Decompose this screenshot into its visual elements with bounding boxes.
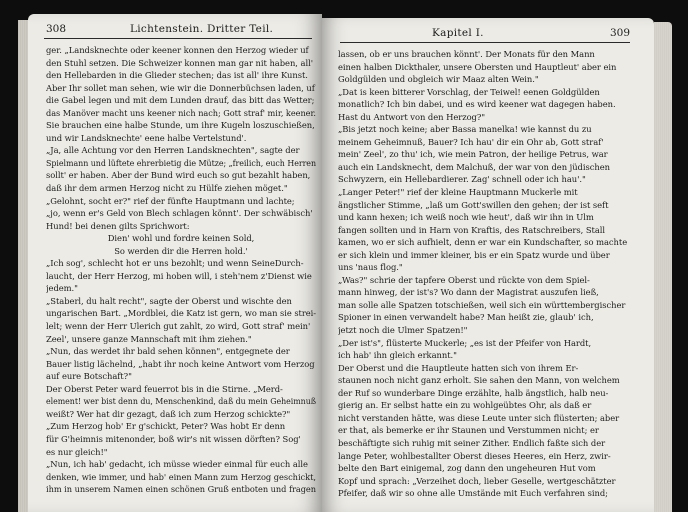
left-page [28, 14, 322, 512]
text-line: „Nun, das werdet ihr bald sehen können", entgegnete der [46, 346, 290, 357]
text-line: Pfeifer, daß wir so ohne alle Umstände mit Euch verfahren sind; [338, 488, 608, 499]
text-line: jedem." [46, 283, 78, 294]
text-line: Bauer listig lächelnd, „habt ihr noch keine Antwort vom Herzog [46, 358, 315, 369]
text-line: für G'heimnis mitenonder, boß wir's nit wissen dörften? Sog' [46, 433, 301, 444]
text-line: ich hab' ihn gleich erkannt." [338, 350, 457, 361]
left-page-text [46, 44, 316, 496]
text-line: den Stuhl setzen. Die Schweizer konnen man gar nit haben, all' [46, 57, 313, 68]
text-line: beschäftigte sich ruhig mit seiner Zither. Endlich faßte sich der [338, 437, 606, 448]
text-line: nicht verstanden hätte, was diese Leute unter sich flüsterten; aber [338, 412, 620, 423]
text-line: er sich klein und immer kleiner, bis er ein Spatz wurde und über [338, 249, 610, 260]
left-page-edges [18, 20, 28, 512]
text-line: Hast du Antwort von den Herzog?" [338, 111, 486, 122]
text-line: Goldgülden und obgleich wir Maaz alten Wein." [338, 74, 539, 85]
text-line: und wir Landsknechte' eene halbe Vertelstund'. [46, 132, 247, 143]
text-line: und kann hexen; ich weiß noch wie heut', daß wir ihn in Ulm [338, 212, 594, 223]
right-page [322, 18, 654, 512]
text-line: daß ihr dem armen Herzog nicht zu Hülfe ziehen möget." [46, 183, 288, 194]
right-header-rule [340, 42, 630, 43]
text-line: Kopf und sprach: „Verzeihet doch, lieber Geselle, wertgeschätzter [338, 475, 616, 486]
text-line: Spielmann und lüftete ehrerbietig die Mütze; „freilich, euch Herren [46, 157, 316, 168]
text-line: Schwyzern, ein Hellebardierer. Zag' schnell oder ich hau'." [338, 174, 586, 185]
text-line: auch ein Landsknecht, dem Malchuß, der war von den jüdischen [338, 161, 610, 172]
text-line: staunen noch nicht ganz erholt. Sie sahen den Mann, von welchem [338, 375, 620, 386]
right-page-number: 309 [609, 27, 630, 39]
text-line: jetzt noch die Ulmer Spatzen!" [338, 325, 468, 336]
text-line: es nur gleich!" [46, 446, 108, 457]
text-line: das Manöver macht uns keener nich nach; Gott straf' mir, keener. [46, 107, 316, 118]
left-page-number: 308 [46, 23, 67, 35]
text-line: Dien' wohl und fordre keinen Sold, [107, 233, 255, 244]
text-line: lange Peter, wohlbestallter Oberst dieses Heeres, ein Herz, zwir- [338, 450, 611, 461]
text-line: „Ich sog', schlecht hot er uns bezohlt; und wenn SeineDurch- [46, 258, 304, 269]
text-line: mann hinweg, der ist's? Wo dann der Magistrat auszufen ließ, [338, 287, 599, 298]
text-line: Zeel', unsere ganze Mannschaft mit ihm ziehen." [46, 333, 252, 344]
text-line: „Dat is keen bitterer Vorschlag, der Teiwel! eenen Goldgülden [338, 86, 600, 97]
left-header-rule [44, 38, 312, 39]
text-line: Hund! bei denen gilts Sprichwort: [46, 220, 190, 231]
right-page-edges [654, 22, 672, 512]
text-line: sollt' er haben. Aber der Bund wird euch so gut bezahlt haben, [46, 170, 311, 181]
text-line: element! wer bist denn du, Menschenkind, daß du mein Geheimnuß [46, 396, 316, 407]
text-line: lelt; wenn der Herr Ulerich gut zahlt, zo wird, Gott straf' mein' [46, 321, 311, 332]
text-line: mein' Zeel', zo thu' ich, wie mein Patron, der heilige Petrus, war [338, 149, 608, 160]
left-running-head: Lichtenstein. Dritter Teil. [130, 23, 274, 35]
right-page-text [338, 48, 634, 500]
text-line: weißt? Wer hat dir gezagt, daß ich zum Herzog schickte?" [46, 408, 291, 419]
text-line: „Staberl, du halt recht", sagte der Oberst und wischte den [46, 295, 292, 306]
text-line: ängstlicher Stimme, „laß um Gott'swillen den gehen; der ist seft [338, 199, 609, 210]
text-line: „Was?" schrie der tapfere Oberst und rückte von dem Spiel- [338, 274, 590, 285]
text-line: monatlich? Ich bin dabei, und es wird keener wat dagegen haben. [338, 99, 616, 110]
text-line: Der Oberst und die Hauptleute hatten sich von ihrem Er- [338, 362, 579, 373]
text-line: denken, wie immer, und hab' einen Mann zum Herzog geschickt, [46, 471, 316, 482]
text-line: er that, als bemerke er ihr Staunen und Verstummen nicht; er [338, 425, 599, 436]
text-line: „Zum Herzog hob' Er g'schickt, Peter? Was hobt Er denn [46, 421, 286, 432]
text-line: ger. „Landsknechte oder keener konnen den Herzog wieder uf [46, 45, 309, 55]
text-line: Aber Ihr sollet man sehen, wie wir die Donnerbüchsen laden, uf [46, 82, 315, 93]
text-line: man solle alle Spatzen totschießen, weil sich ein württembergischer [338, 299, 626, 310]
text-line: uns 'naus flog." [338, 262, 403, 273]
text-line: gierig an. Er selbst hatte ein zu wohlgeübtes Ohr, als daß er [338, 400, 592, 411]
text-line: kamen, wo er sich aufhielt, denn er war ein Kundschafter, so machte [338, 237, 628, 248]
text-line: ihm in unserem Namen einen schönen Gruß entboten und fragen [46, 484, 316, 495]
text-line: Der Oberst Peter ward feuerrot bis in die Stirne. „Merd- [46, 383, 283, 394]
right-running-head: Kapitel I. [432, 27, 484, 39]
text-line: den Hellebarden in die Glieder stechen; das ist all' ihre Kunst. [46, 70, 308, 81]
text-line: auf eure Botschaft?" [46, 371, 132, 382]
text-line: laucht, der Herr Herzog, mi hoben will, i steh'nem z'Dienst wie [46, 270, 312, 281]
text-line: lassen, ob er uns brauchen könnt'. Der Monats für den Mann [338, 49, 595, 59]
text-line: „jo, wenn er's Geld von Blech schlagen könnt'. Der schwäbisch' [46, 208, 313, 219]
text-line: „Der ist's", flüsterte Muckerle; „es ist der Pfeifer von Hardt, [338, 337, 592, 348]
text-line: der Ruf so wunderbare Dinge erzählte, halb ängstlich, halb neu- [338, 387, 609, 398]
text-line: Sie brauchen eine halbe Stunde, um ihre Kugeln loszuschießen, [46, 120, 315, 131]
text-line: So werden dir die Herren hold.' [114, 245, 248, 256]
text-line: fangen sollten und in Harn von Kraftis, des Ratschreibers, Stall [338, 224, 606, 235]
text-line: belte den Bart einigemal, zog dann den ungeheuren Hut vom [338, 463, 596, 474]
text-line: „Langer Peter!" rief der kleine Hauptmann Muckerle mit [338, 187, 578, 198]
text-line: meinem Geheimnuß, Bauer? Ich hau' dir ein Ohr ab, Gott straf' [338, 136, 604, 147]
text-line: „Nun, ich hab' gedacht, ich müsse wieder einmal für euch alle [46, 459, 308, 470]
text-line: „Bis jetzt noch keine; aber Bassa manelka! wie kannst du zu [338, 124, 592, 135]
text-line: einen halben Dickthaler, unsere Obersten und Hauptleut' aber ein [338, 61, 617, 72]
text-line: Spioner in einen verwandelt habe? Man heißt zie, glaub' ich, [338, 312, 594, 323]
text-line: „Ja, alle Achtung vor den Herren Landsknechten", sagte der [46, 145, 300, 156]
text-line: „Gelohnt, socht er?" rief der fünfte Hauptmann und lachte; [46, 195, 295, 206]
text-line: ungarischen Bart. „Mordblei, die Katz ist gern, wo man sie strei- [46, 308, 316, 319]
text-line: die Gabel legen und mit dem Lunden drauf, das bitt das Wetter; [46, 95, 315, 106]
